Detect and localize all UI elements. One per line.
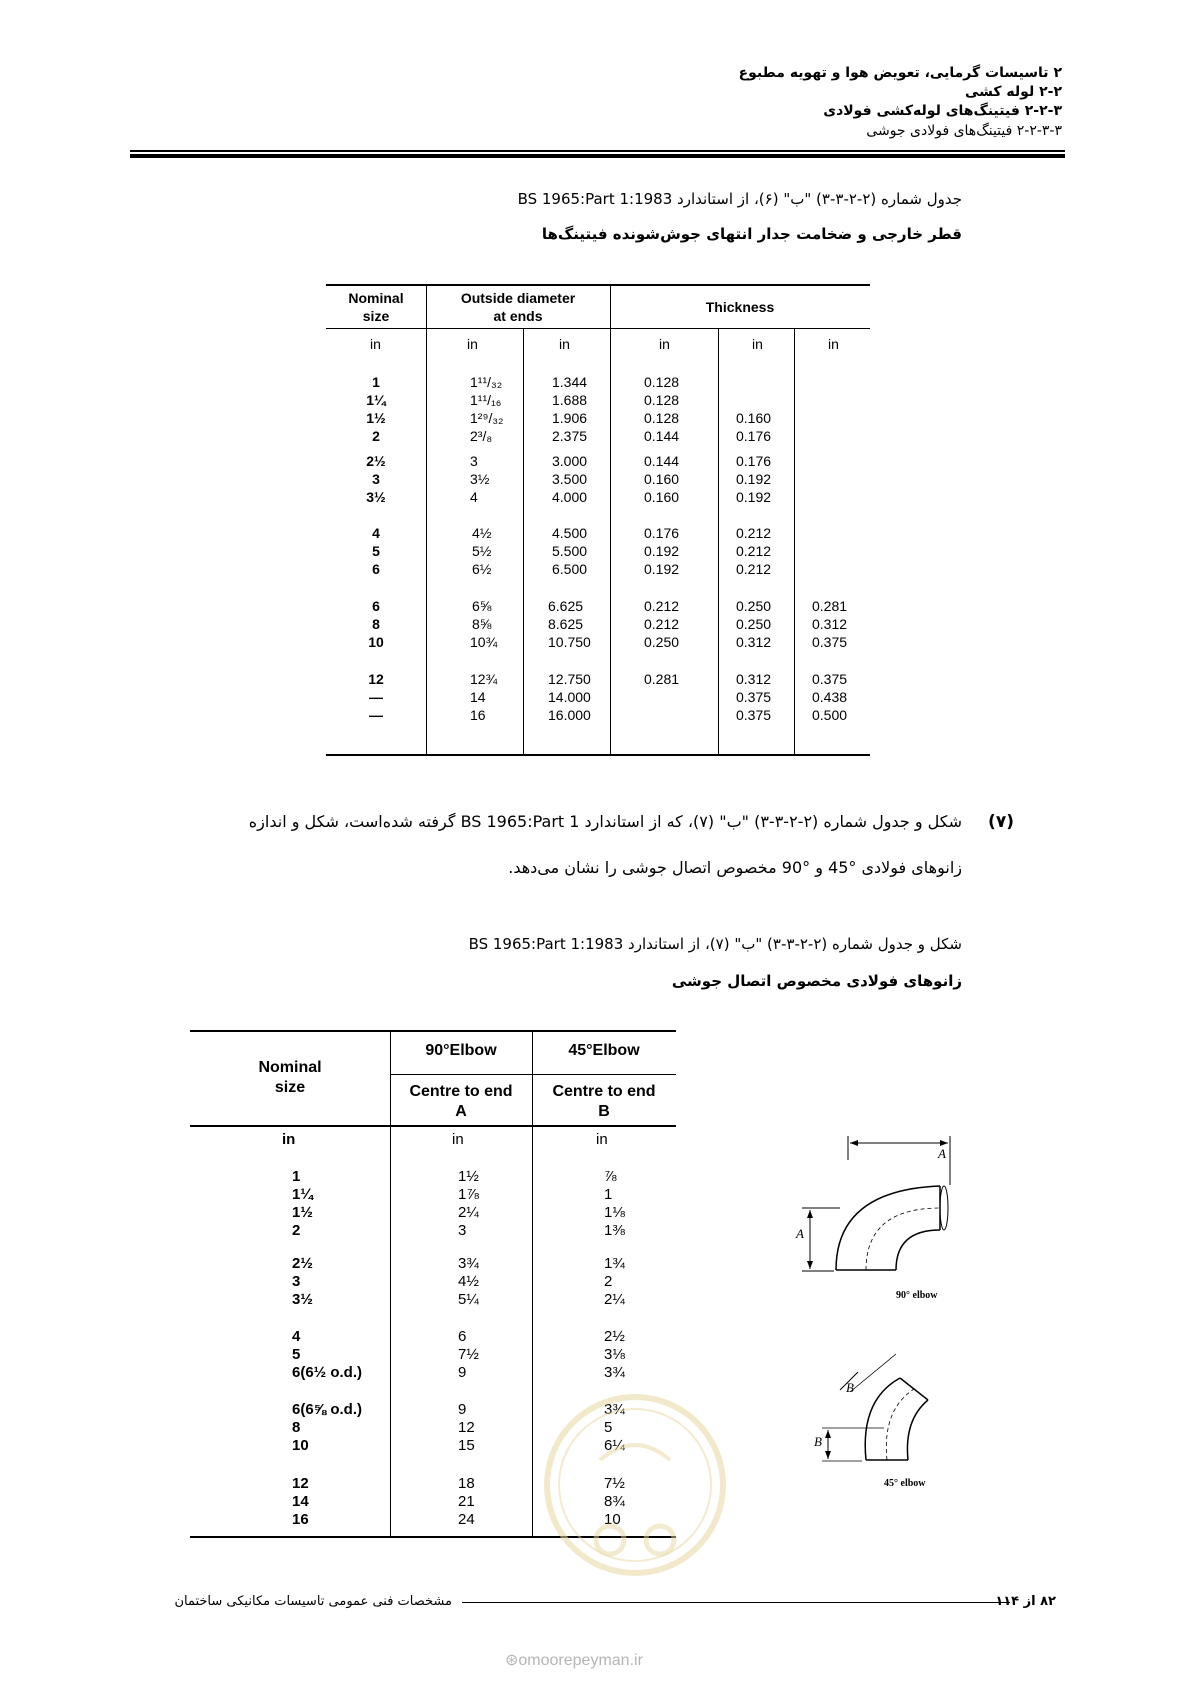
table1-t2-cell: 0.212 0.212 0.212 xyxy=(736,525,772,577)
table1-header-thickness: Thickness xyxy=(705,299,775,315)
paragraph-line-2: زانوهای فولادی °45 و °90 مخصوص اتصال جوشی را نشان می‌دهد. xyxy=(508,858,962,877)
table1-od-dec-cell: 1.344 1.688 1.906 2.375 xyxy=(552,374,588,444)
table1-od-frac-cell: 10¾ xyxy=(470,634,498,650)
table1-unit: in xyxy=(467,336,478,352)
footer-page-number: ۸۲ از ۱۱۴ xyxy=(995,1594,1056,1609)
table1-t3-cell: 0.281 0.312 0.375 xyxy=(812,598,848,650)
table2-header-nominal: Nominal size xyxy=(258,1059,322,1096)
table2-header-elbow45: 45°Elbow xyxy=(568,1042,640,1059)
table1-col-divider xyxy=(794,329,795,756)
paragraph-number: (۷) xyxy=(988,812,1014,832)
table1-t2-cell: 0.250 0.250 0.312 xyxy=(736,598,772,650)
footer-doc-title: مشخصات فنی عمومی تاسیسات مکانیکی ساختمان xyxy=(174,1594,452,1609)
elbow-45-label: 45° elbow xyxy=(884,1478,926,1489)
table1-header-nominal: Nominal size xyxy=(348,290,404,324)
table2-nominal-cell: 2½ 3 3½ xyxy=(292,1255,313,1308)
elbow-45-drawing xyxy=(822,1326,928,1461)
table1-t1-cell: 0.144 0.160 0.160 xyxy=(644,453,680,505)
table1-nominal-cell: 4 5 6 xyxy=(372,525,380,577)
table2-a-cell: 6 7½ 9 xyxy=(458,1328,479,1381)
elbow-90-drawing xyxy=(802,1136,950,1271)
table2-nominal-cell: 12 14 16 xyxy=(292,1475,309,1528)
table1-od-dec-cell: 6.625 8.625 10.750 xyxy=(548,598,591,650)
table1-t1-cell: 0.128 0.128 0.128 0.144 xyxy=(644,374,680,444)
table1-od-frac-cell: 8⅝ xyxy=(472,616,492,632)
footer-rule xyxy=(462,1602,1010,1603)
table2-caption: شکل و جدول شماره (۲-۲-۳-۳) "ب" (۷)، از استاندارد BS 1965:Part 1:1983 xyxy=(468,935,962,953)
header-rule-thick xyxy=(130,154,1065,158)
elbow-90-dim-a-top: A xyxy=(938,1146,946,1161)
table1-col-divider xyxy=(523,329,524,756)
table1-od-frac-cell: 1²⁹/₃₂ xyxy=(470,410,504,426)
table1-od-frac-cell: 1¹¹/₃₂ xyxy=(470,374,503,390)
header-rule-thin xyxy=(130,150,1065,152)
table2-a-cell: 9 12 15 xyxy=(458,1401,475,1454)
table1-t1-cell: 0.212 0.212 0.250 xyxy=(644,598,680,650)
table1-od-dec-cell: 12.750 14.000 16.000 xyxy=(548,671,591,723)
table1-col-divider xyxy=(718,329,719,756)
table2-unit: in xyxy=(596,1131,608,1148)
table1-od-dec-cell: 3.000 3.500 4.000 xyxy=(552,453,588,505)
table1-t2-cell: 0.160 0.176 xyxy=(736,410,772,444)
header-line-3: ۲-۲-۳ فیتینگ‌های لوله‌کشی فولادی xyxy=(823,103,1062,119)
watermark-seal-icon xyxy=(540,1390,730,1580)
table2-b-cell: 2½ 3⅛ 3¾ xyxy=(604,1328,625,1381)
table1-od-frac-cell: 12¾ xyxy=(470,671,498,687)
elbow-45-dim-b-top: B xyxy=(846,1380,854,1395)
table1-t2-cell: 0.176 0.192 0.192 xyxy=(736,453,772,505)
table1-unit: in xyxy=(370,336,381,352)
table1-od-frac-cell: 6½ xyxy=(472,561,492,577)
table2-b-cell: 3¾ 5 6¼ xyxy=(604,1401,625,1454)
table1-unit: in xyxy=(559,336,570,352)
table1-unit: in xyxy=(828,336,839,352)
table2-b-cell: ⅞ 1 1⅛ 1⅜ xyxy=(604,1168,625,1239)
table2-header-cte-b: Centre to end B xyxy=(552,1083,656,1120)
table1-od-frac-cell: 5½ xyxy=(472,543,492,559)
table1-caption: جدول شماره (۲-۲-۳-۳) "ب" (۶)، از استاندارد BS 1965:Part 1:1983 xyxy=(517,190,962,208)
table2-b-cell: 1¾ 2 2¼ xyxy=(604,1255,625,1308)
table1-header-outside: Outside diameter at ends xyxy=(460,290,576,324)
table2-header-rule xyxy=(190,1125,676,1127)
table1-od-frac-cell: 2³/₈ xyxy=(470,428,493,444)
footer-watermark-site xyxy=(505,1650,643,1670)
table2-unit: in xyxy=(452,1131,464,1148)
table2-b-cell: 7½ 8¾ 10 xyxy=(604,1475,625,1528)
table1-nominal-cell: 6 8 10 xyxy=(368,598,384,650)
table1-col-divider xyxy=(426,284,427,756)
table1-header-rule xyxy=(326,328,870,329)
table1-t1-cell: 0.281 xyxy=(644,671,680,687)
table2-unit: in xyxy=(282,1131,296,1148)
table1-t3-cell: 0.375 0.438 0.500 xyxy=(812,671,848,723)
table1-nominal-cell: 2½ 3 3½ xyxy=(366,453,386,505)
watermark-globe-icon: ⊛ xyxy=(505,1652,519,1669)
table1-t2-cell: 0.312 0.375 0.375 xyxy=(736,671,772,723)
table1-od-frac-cell: 3 xyxy=(470,453,478,469)
table1-od-frac-cell: 6⅝ xyxy=(472,598,492,614)
table2-a-cell: 18 21 24 xyxy=(458,1475,475,1528)
elbow-90-dim-a-side: A xyxy=(796,1226,804,1241)
table2-top-rule xyxy=(190,1030,676,1032)
table1-nominal-cell: 12 — — xyxy=(368,671,384,723)
table1-od-frac-cell: 1¹¹/₁₆ xyxy=(470,392,502,408)
elbow-90-label: 90° elbow xyxy=(896,1290,938,1301)
table1-t1-cell: 0.176 0.192 0.192 xyxy=(644,525,680,577)
table1-unit: in xyxy=(659,336,670,352)
table1 xyxy=(326,284,870,757)
header-line-4: ۲-۲-۳-۳ فیتینگ‌های فولادی جوشی xyxy=(866,123,1062,139)
table2-title: زانوهای فولادی مخصوص اتصال جوشی xyxy=(671,972,962,990)
table1-top-rule xyxy=(326,284,870,286)
table1-bottom-rule xyxy=(326,754,870,756)
table1-nominal-cell: 1 1¼ 1½ 2 xyxy=(366,374,386,444)
table2-nominal-cell: 1 1¼ 1½ 2 xyxy=(292,1168,313,1239)
table1-od-frac-cell: 14 xyxy=(470,689,486,705)
table1-od-frac-cell: 4 xyxy=(470,489,478,505)
table2-header-cte-a: Centre to end A xyxy=(409,1083,513,1120)
table1-od-frac-cell: 4½ xyxy=(472,525,492,541)
paragraph-line-1: شکل و جدول شماره (۲-۲-۳-۳) "ب" (۷)، که از استاندارد BS 1965:Part 1 گرفته شده‌است، شکل و اندازه xyxy=(248,812,962,831)
table2-a-cell: 1½ 1⅞ 2¼ 3 xyxy=(458,1168,479,1239)
header-line-2: ۲-۲ لوله کشی xyxy=(965,84,1062,100)
table1-title: قطر خارجی و ضخامت جدار انتهای جوش‌شونده فیتینگ‌ها xyxy=(541,225,962,243)
table2-header-elbow90: 90°Elbow xyxy=(425,1042,497,1059)
elbow-45-dim-b-side: B xyxy=(814,1434,822,1449)
table1-od-dec-cell: 4.500 5.500 6.500 xyxy=(552,525,588,577)
table2-mid-rule xyxy=(390,1074,676,1075)
header-line-1: ۲ تاسیسات گرمایی، تعویض هوا و تهویه مطبوع xyxy=(738,65,1062,81)
table2-a-cell: 3¾ 4½ 5¼ xyxy=(458,1255,479,1308)
table2-nominal-cell: 6(6⅝ o.d.) 8 10 xyxy=(292,1401,363,1454)
table1-od-frac-cell: 3½ xyxy=(470,471,490,487)
table1-col-divider xyxy=(610,284,611,756)
table1-unit: in xyxy=(752,336,763,352)
table2-nominal-cell: 4 5 6(6½ o.d.) xyxy=(292,1328,363,1381)
table1-od-frac-cell: 16 xyxy=(470,707,486,723)
watermark-site-text: omoorepeyman.ir xyxy=(518,1652,643,1669)
